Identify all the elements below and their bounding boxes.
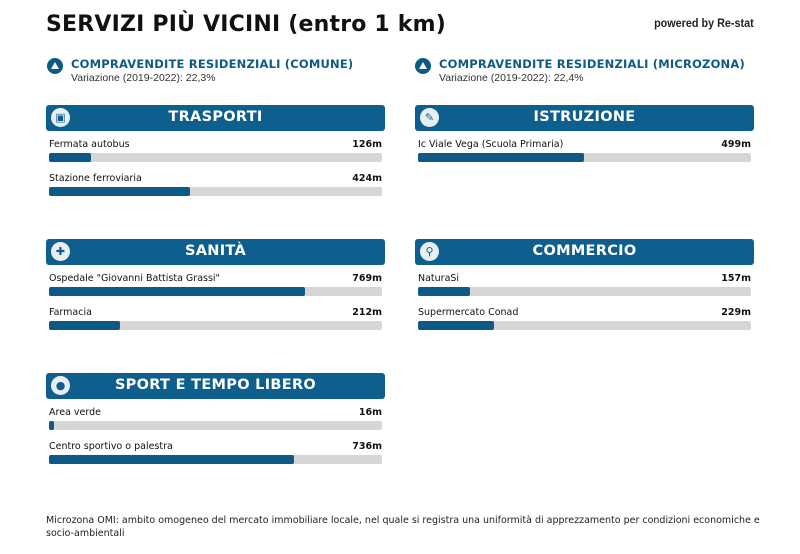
tennis-icon: ● <box>51 376 70 395</box>
distance-bar-fill <box>49 287 305 296</box>
stat-microzona-subtitle: Variazione (2019-2022): 22,4% <box>439 72 584 84</box>
service-name: Ospedale "Giovanni Battista Grassi" <box>49 273 220 284</box>
card-header <box>46 373 385 399</box>
service-name: NaturaSi <box>418 273 460 284</box>
service-distance: 229m <box>721 307 751 318</box>
page-title: SERVIZI PIÙ VICINI (entro 1 km) <box>46 12 447 37</box>
service-name: Stazione ferroviaria <box>49 173 142 184</box>
card-header <box>415 105 754 131</box>
footnote: Microzona OMI: ambito omogeneo del mercato immobiliare locale, nel quale si registra una uniformità di apprezzamento per condizioni economiche e socio-ambientali <box>46 515 760 539</box>
trend-up-icon <box>415 58 431 74</box>
card-sanita <box>46 239 385 333</box>
distance-bar-track <box>49 287 382 296</box>
distance-bar-fill <box>49 153 91 162</box>
service-name: Area verde <box>49 407 101 418</box>
trend-up-icon <box>47 58 63 74</box>
service-row <box>49 165 382 199</box>
service-distance: 769m <box>352 273 382 284</box>
distance-bar-track <box>49 455 382 464</box>
distance-bar-fill <box>49 187 190 196</box>
distance-bar-fill <box>418 287 470 296</box>
stat-microzona-title: COMPRAVENDITE RESIDENZIALI (MICROZONA) <box>439 57 745 71</box>
service-row <box>49 399 382 433</box>
distance-bar-track <box>418 321 751 330</box>
card-commercio <box>415 239 754 333</box>
service-row <box>418 299 751 333</box>
service-row <box>49 265 382 299</box>
stat-comune-title: COMPRAVENDITE RESIDENZIALI (COMUNE) <box>71 57 354 71</box>
service-distance: 212m <box>352 307 382 318</box>
card-title: COMMERCIO <box>532 243 637 259</box>
service-distance: 16m <box>358 407 382 418</box>
card-sport <box>46 373 385 467</box>
card-trasporti <box>46 105 385 199</box>
service-distance: 499m <box>721 139 751 150</box>
card-title: SPORT E TEMPO LIBERO <box>114 377 317 393</box>
service-distance: 126m <box>352 139 382 150</box>
distance-bar-track <box>418 153 751 162</box>
school-icon: ✎ <box>420 108 439 127</box>
distance-bar-fill <box>49 421 54 430</box>
card-istruzione <box>415 105 754 165</box>
service-row <box>418 131 751 165</box>
distance-bar-track <box>49 421 382 430</box>
hospital-icon: ✚ <box>51 242 70 261</box>
service-name: Supermercato Conad <box>418 307 519 318</box>
service-name: Ic Viale Vega (Scuola Primaria) <box>418 139 564 150</box>
distance-bar-fill <box>49 455 294 464</box>
distance-bar-track <box>418 287 751 296</box>
bus-icon: ▣ <box>51 108 70 127</box>
service-distance: 157m <box>721 273 751 284</box>
distance-bar-track <box>49 153 382 162</box>
distance-bar-fill <box>49 321 120 330</box>
distance-bar-track <box>49 321 382 330</box>
card-header <box>46 239 385 265</box>
service-row <box>49 299 382 333</box>
distance-bar-fill <box>418 321 494 330</box>
distance-bar-fill <box>418 153 584 162</box>
service-row <box>49 131 382 165</box>
stat-comune-subtitle: Variazione (2019-2022): 22,3% <box>71 72 216 84</box>
service-distance: 736m <box>352 441 382 452</box>
service-distance: 424m <box>352 173 382 184</box>
card-header <box>46 105 385 131</box>
service-name: Centro sportivo o palestra <box>49 441 173 452</box>
distance-bar-track <box>49 187 382 196</box>
service-row <box>49 433 382 467</box>
service-row <box>418 265 751 299</box>
service-name: Fermata autobus <box>49 139 130 150</box>
card-title: TRASPORTI <box>168 109 263 125</box>
cart-icon: ⚲ <box>420 242 439 261</box>
card-header <box>415 239 754 265</box>
card-title: SANITÀ <box>185 243 246 259</box>
service-name: Farmacia <box>49 307 92 318</box>
card-title: ISTRUZIONE <box>533 109 636 125</box>
powered-by-label: powered by Re-stat <box>654 16 754 30</box>
